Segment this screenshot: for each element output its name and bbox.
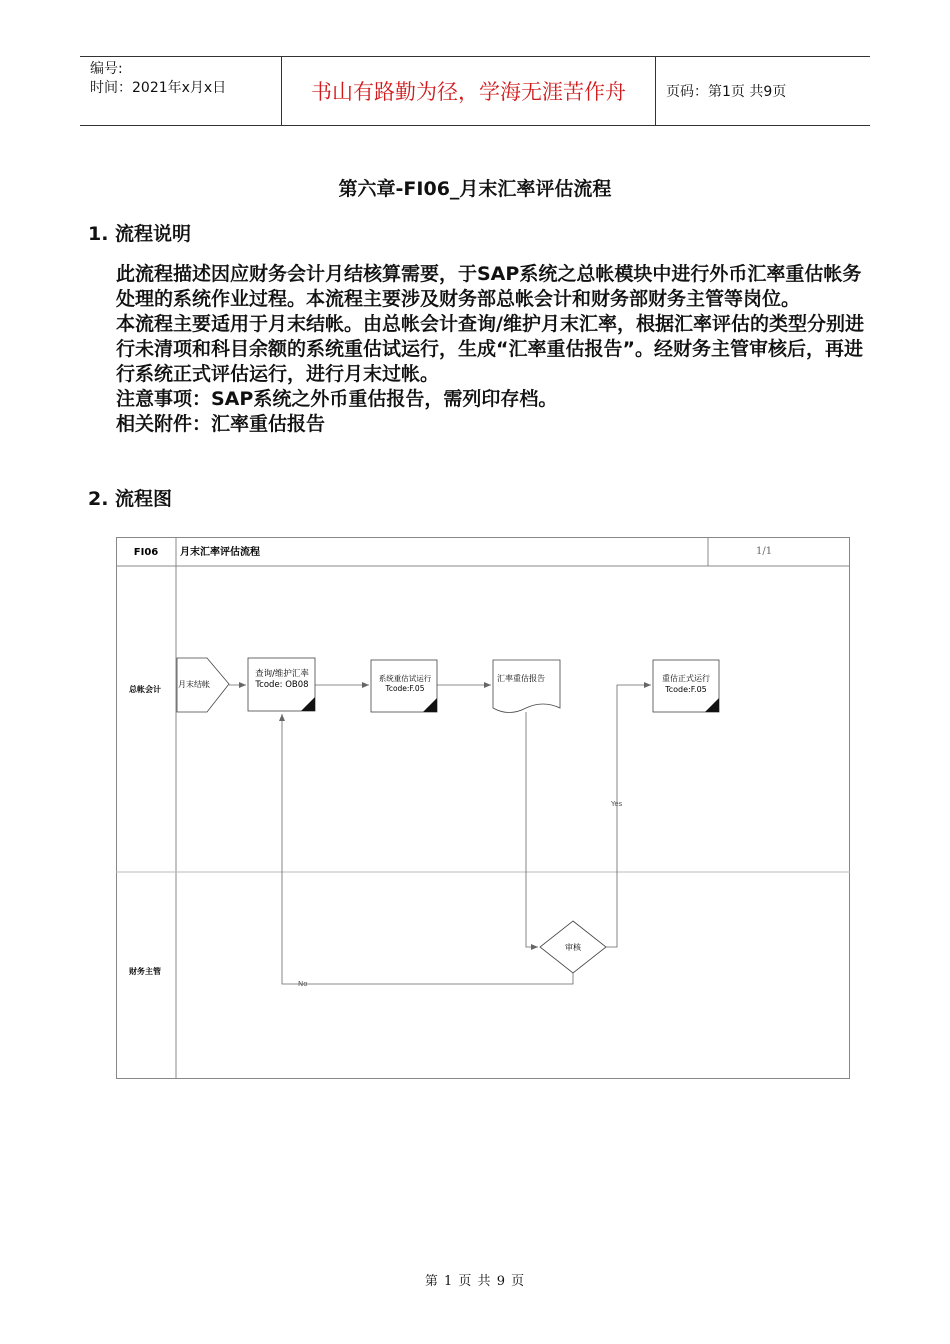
flowchart-code: FI06 <box>133 547 159 558</box>
connector-review-no <box>282 714 573 984</box>
node-formal-run-tcode: Tcode:F.05 <box>665 685 707 694</box>
yes-label: Yes <box>611 800 623 808</box>
description-paragraph-2: 本流程主要适用于月末结帐。由总帐会计查询/维护月末汇率，根据汇率评估的类型分别进行未清项和科目余额的系统重估试运行，生成“汇率重估报告”。经财务主管审核后，再进行系统正式评估运行，进行月末过帐。 <box>116 313 864 385</box>
flowchart <box>116 537 850 1079</box>
lane-label-gl-accountant: 总帐会计 <box>129 685 161 694</box>
header-motto: 书山有路勤为径，学海无涯苦作舟 <box>281 57 656 125</box>
node-query-rate-tcode: Tcode: OB08 <box>255 680 309 690</box>
page-header <box>80 56 870 126</box>
node-rate-report-label: 汇率重估报告 <box>497 674 545 683</box>
document-time-label: 时间：2021年x月x日 <box>90 80 227 96</box>
page-footer: 第 1 页 共 9 页 <box>424 1274 526 1289</box>
flowchart-name: 月末汇率评估流程 <box>180 547 260 558</box>
header-meta <box>80 57 280 125</box>
no-label: No <box>298 980 308 988</box>
decision-review-label: 审核 <box>565 943 581 952</box>
start-node-label: 月末结帐 <box>178 680 210 689</box>
node-trial-run-label: 系统重估试运行 <box>378 674 432 683</box>
connector-report-to-review <box>526 712 538 947</box>
flowchart-frame <box>117 538 850 1079</box>
connector-review-yes <box>606 685 651 947</box>
document-title: 第六章-FI06_月末汇率评估流程 <box>338 178 612 200</box>
description-paragraph-1: 此流程描述因应财务会计月结核算需要，于SAP系统之总帐模块中进行外币汇率重估帐务处理的系统作业过程。本流程主要涉及财务部总帐会计和财务部财务主管等岗位。 <box>116 263 862 310</box>
attachments-paragraph: 相关附件：汇率重估报告 <box>116 413 326 435</box>
node-rate-report <box>493 660 560 713</box>
flowchart-page: 1/1 <box>756 546 773 557</box>
node-trial-run-tcode: Tcode:F.05 <box>385 684 425 693</box>
process-description <box>116 262 866 437</box>
node-query-rate-label: 查询/维护汇率 <box>255 669 309 679</box>
header-page-number: 页码：第1页 共9页 <box>666 84 787 100</box>
section-heading-flowchart: 2. 流程图 <box>88 488 173 510</box>
section-heading-process-description: 1. 流程说明 <box>88 223 192 245</box>
lane-label-finance-supervisor: 财务主管 <box>129 967 161 976</box>
document-number-label: 编号: <box>90 61 123 77</box>
node-formal-run-label: 重估正式运行 <box>662 674 710 683</box>
notes-paragraph: 注意事项：SAP系统之外币重估报告，需列印存档。 <box>116 388 558 410</box>
